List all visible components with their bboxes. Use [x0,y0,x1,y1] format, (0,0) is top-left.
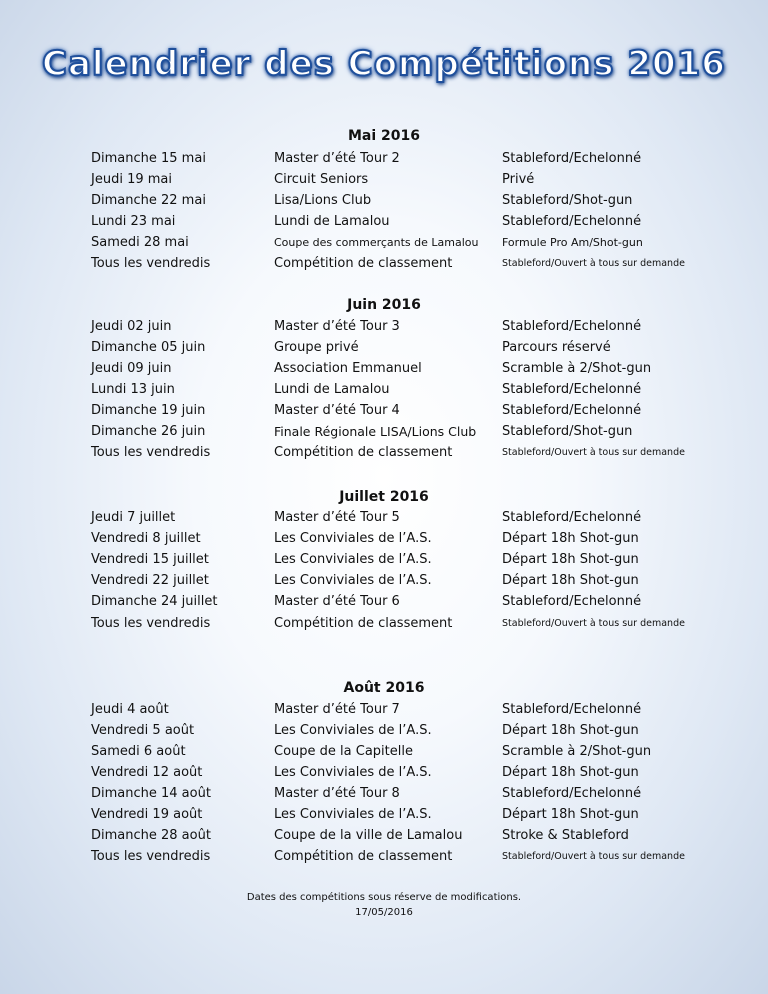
row-format: Départ 18h Shot-gun [502,807,639,822]
row-date: Tous les vendredis [91,849,211,864]
row-format: Départ 18h Shot-gun [502,531,639,546]
table-row [0,614,768,634]
row-event: Master d’été Tour 5 [274,510,400,525]
row-date: Dimanche 15 mai [91,151,206,166]
row-event: Les Conviviales de l’A.S. [274,807,432,822]
row-event: Master d’été Tour 8 [274,786,400,801]
row-event: Master d’été Tour 4 [274,403,400,418]
row-format: Stableford/Ouvert à tous sur demande [502,618,685,629]
row-event: Lundi de Lamalou [274,214,390,229]
footer [0,890,768,920]
table-row [0,721,768,741]
row-event: Coupe de la ville de Lamalou [274,828,463,843]
table-row [0,508,768,528]
table-row [0,359,768,379]
row-date: Samedi 6 août [91,744,186,759]
footer-note: Dates des compétitions sous réserve de modifications. [246,892,522,903]
table-row [0,443,768,463]
table-row [0,742,768,762]
table-row [0,191,768,211]
row-format: Stableford/Echelonné [502,702,642,717]
section-aout [0,678,768,698]
row-format: Stableford/Shot-gun [502,193,633,208]
footer-date: 17/05/2016 [355,907,413,918]
row-event: Les Conviviales de l’A.S. [274,723,432,738]
row-event: Lisa/Lions Club [274,193,372,208]
row-format: Parcours réservé [502,340,611,355]
table-row [0,254,768,274]
row-event: Master d’été Tour 3 [274,319,400,334]
row-event: Lundi de Lamalou [274,382,390,397]
table-row [0,401,768,421]
row-format: Stableford/Ouvert à tous sur demande [502,258,685,269]
row-date: Dimanche 28 août [91,828,211,843]
row-date: Vendredi 19 août [91,807,203,822]
row-date: Dimanche 19 juin [91,403,206,418]
table-row [0,700,768,720]
table-row [0,149,768,169]
table-row [0,571,768,591]
row-format: Stableford/Echelonné [502,151,642,166]
row-date: Jeudi 7 juillet [91,510,176,525]
table-row [0,422,768,442]
row-date: Vendredi 22 juillet [91,573,209,588]
row-date: Dimanche 05 juin [91,340,206,355]
table-row [0,233,768,253]
row-format: Stableford/Ouvert à tous sur demande [502,851,685,862]
row-format: Départ 18h Shot-gun [502,765,639,780]
row-date: Dimanche 26 juin [91,424,206,439]
section-heading: Mai 2016 [347,128,421,144]
row-date: Tous les vendredis [91,616,211,631]
row-format: Privé [502,172,535,187]
table-row [0,380,768,400]
table-row [0,847,768,867]
row-event: Groupe privé [274,340,359,355]
table-row [0,338,768,358]
row-event: Les Conviviales de l’A.S. [274,573,432,588]
row-event: Finale Régionale LISA/Lions Club [274,424,477,439]
row-event: Master d’été Tour 7 [274,702,400,717]
row-date: Vendredi 5 août [91,723,195,738]
row-date: Dimanche 24 juillet [91,594,218,609]
row-event: Compétition de classement [274,616,453,631]
row-format: Départ 18h Shot-gun [502,723,639,738]
section-juillet [0,487,768,507]
row-date: Lundi 13 juin [91,382,175,397]
table-row [0,170,768,190]
row-format: Départ 18h Shot-gun [502,573,639,588]
row-format: Scramble à 2/Shot-gun [502,744,652,759]
row-event: Les Conviviales de l’A.S. [274,552,432,567]
row-event: Les Conviviales de l’A.S. [274,765,432,780]
row-event: Coupe des commerçants de Lamalou [274,236,479,249]
row-event: Association Emmanuel [274,361,422,376]
row-date: Tous les vendredis [91,445,211,460]
row-date: Samedi 28 mai [91,235,189,250]
row-date: Lundi 23 mai [91,214,176,229]
row-format: Scramble à 2/Shot-gun [502,361,652,376]
row-event: Circuit Seniors [274,172,369,187]
row-format: Stableford/Echelonné [502,786,642,801]
row-date: Jeudi 4 août [91,702,169,717]
table-row [0,212,768,232]
page-title: Calendrier des Compétitions 2016 [42,44,726,84]
section-heading: Juillet 2016 [339,489,429,505]
row-event: Compétition de classement [274,256,453,271]
section-mai [0,126,768,146]
row-date: Vendredi 15 juillet [91,552,209,567]
row-format: Départ 18h Shot-gun [502,552,639,567]
row-event: Master d’été Tour 2 [274,151,400,166]
row-event: Les Conviviales de l’A.S. [274,531,432,546]
row-date: Vendredi 12 août [91,765,203,780]
table-row [0,317,768,337]
row-event: Master d’été Tour 6 [274,594,400,609]
row-date: Jeudi 09 juin [91,361,172,376]
table-row [0,805,768,825]
row-date: Vendredi 8 juillet [91,531,201,546]
row-event: Coupe de la Capitelle [274,744,413,759]
table-row [0,592,768,612]
row-format: Stableford/Echelonné [502,510,642,525]
row-format: Stableford/Echelonné [502,594,642,609]
table-row [0,529,768,549]
table-row [0,826,768,846]
section-juin [0,295,768,315]
table-row [0,784,768,804]
row-format: Formule Pro Am/Shot-gun [502,236,643,249]
row-date: Dimanche 22 mai [91,193,206,208]
table-row [0,550,768,570]
row-date: Jeudi 19 mai [91,172,172,187]
section-heading: Juin 2016 [347,297,421,313]
row-date: Tous les vendredis [91,256,211,271]
row-format: Stableford/Ouvert à tous sur demande [502,447,685,458]
table-row [0,763,768,783]
row-date: Dimanche 14 août [91,786,211,801]
row-date: Jeudi 02 juin [91,319,172,334]
row-format: Stableford/Echelonné [502,382,642,397]
row-format: Stableford/Echelonné [502,319,642,334]
row-event: Compétition de classement [274,849,453,864]
row-format: Stableford/Echelonné [502,403,642,418]
row-format: Stableford/Echelonné [502,214,642,229]
row-format: Stroke & Stableford [502,828,629,843]
row-event: Compétition de classement [274,445,453,460]
section-heading: Août 2016 [343,680,425,696]
row-format: Stableford/Shot-gun [502,424,633,439]
